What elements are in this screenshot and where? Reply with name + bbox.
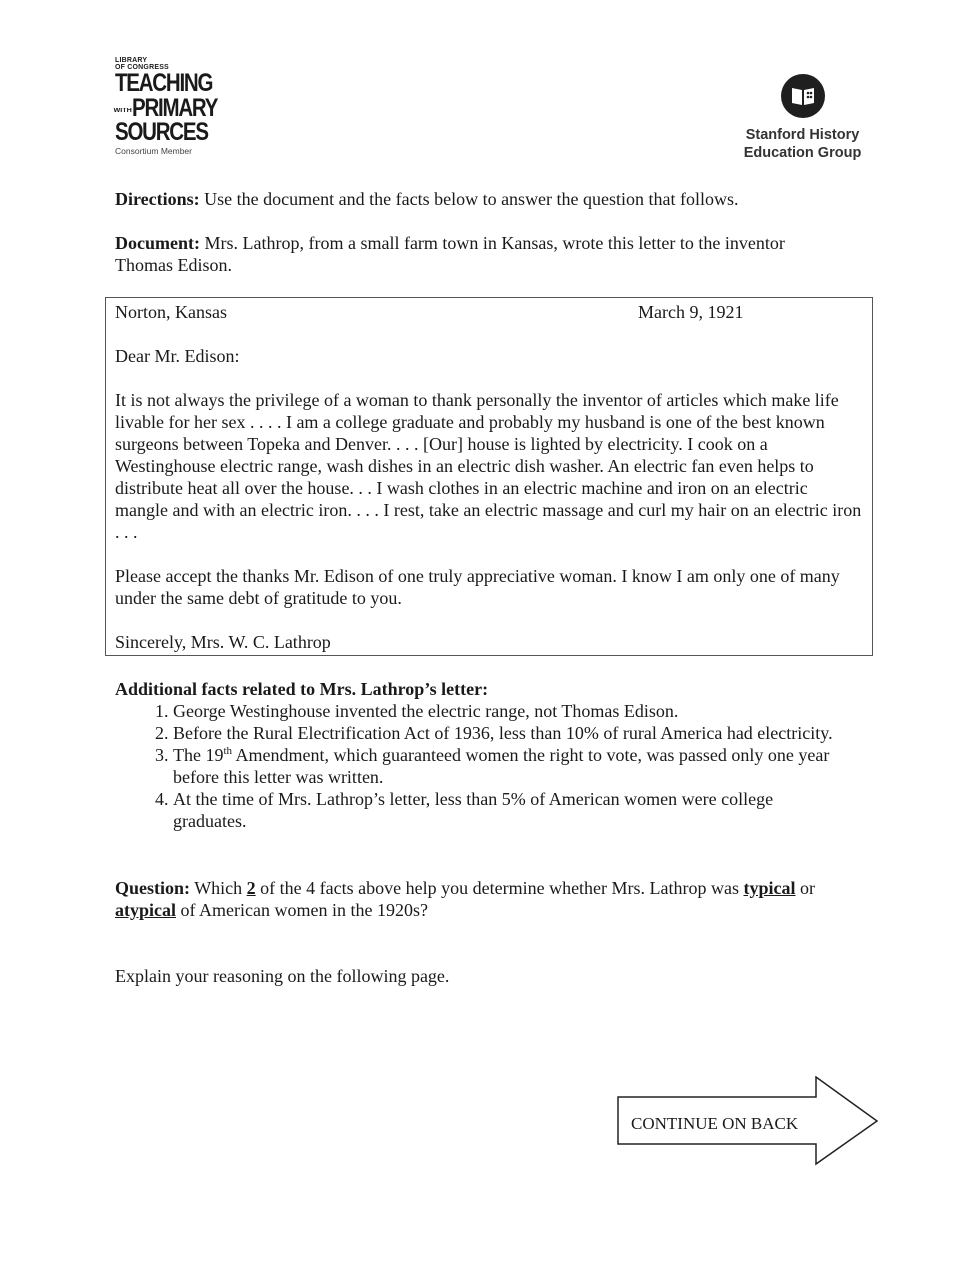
facts-list (115, 700, 835, 832)
fact-item: 2. Before the Rural Electrification Act of 1936, less than 10% of rural America had electricity. (173, 722, 835, 744)
loc-with: WITH (113, 108, 132, 115)
fact3-post: Amendment, which guaranteed women the right to vote, was passed only one year before this letter was written. (173, 745, 830, 787)
document-label: Document: (115, 233, 200, 253)
letter-salutation: Dear Mr. Edison: (115, 346, 240, 366)
sheg-line1: Stanford History (745, 127, 860, 143)
letter-place: Norton, Kansas (115, 302, 227, 322)
explain-instruction: Explain your reasoning on the following page. (115, 966, 450, 986)
book-icon (781, 74, 825, 118)
question-label: Question: (115, 878, 191, 898)
fact-item: 1. George Westinghouse invented the electric range, not Thomas Edison. (173, 700, 835, 722)
loc-sources: SOURCES (115, 118, 208, 146)
question-num: 2 (246, 878, 256, 898)
loc-tps-logo (115, 57, 225, 155)
document-intro (115, 232, 840, 276)
letter-body-1: It is not always the privilege of a woman to thank personally the inventor of articles which make life livable for her sex . . . . I am a college graduate and probably my husband is one of the best known surgeons between Topeka and Denver. . . . [Our] house is lighted by electricity. I cook on a Westinghouse electric range, wash dishes in an electric dish washer. An electric fan even helps to distribute heat all over the house. . . I wash clothes in an electric machine and iron on an electric mangle and with an electric iron. . . . I rest, take an electric massage and curl my hair on an electric iron . . . (115, 390, 862, 542)
question-t1: Which (190, 878, 247, 898)
question (115, 877, 867, 921)
directions-text: Use the document and the facts below to answer the question that follows. (199, 189, 739, 209)
loc-consortium: Consortium Member (115, 145, 192, 156)
sheg-logo (735, 74, 870, 162)
question-t4: of American women in the 1920s? (176, 900, 428, 920)
letter-date: March 9, 1921 (638, 302, 744, 322)
loc-primary: PRIMARY (132, 93, 218, 122)
directions-label: Directions: (115, 189, 200, 209)
document-text: Mrs. Lathrop, from a small farm town in Kansas, wrote this letter to the inventor Thomas Edison. (115, 233, 785, 275)
fact-item (173, 744, 835, 788)
letter-body-2: Please accept the thanks Mr. Edison of one truly appreciative woman. I know I am only one of many under the same debt of gratitude to you. (115, 566, 840, 608)
fact3-sup: th (223, 745, 233, 757)
loc-teaching: TEACHING (115, 69, 213, 97)
letter-closing: Sincerely, Mrs. W. C. Lathrop (115, 632, 331, 652)
facts-heading: Additional facts related to Mrs. Lathrop’s letter: (115, 679, 489, 699)
fact-item: 4. At the time of Mrs. Lathrop’s letter, less than 5% of American women were college graduates. (173, 788, 835, 832)
sheg-line2: Education Group (743, 145, 862, 161)
fact3-pre: The 19 (173, 745, 224, 765)
continue-label: CONTINUE ON BACK (631, 1114, 799, 1133)
directions (115, 188, 865, 210)
loc-line1: LIBRARY (115, 57, 148, 64)
question-t3: or (795, 878, 816, 898)
question-typical: typical (743, 878, 796, 898)
question-atypical: atypical (115, 900, 176, 920)
loc-line2: OF CONGRESS (115, 64, 169, 71)
question-t2: of the 4 facts above help you determine whether Mrs. Lathrop was (255, 878, 744, 898)
